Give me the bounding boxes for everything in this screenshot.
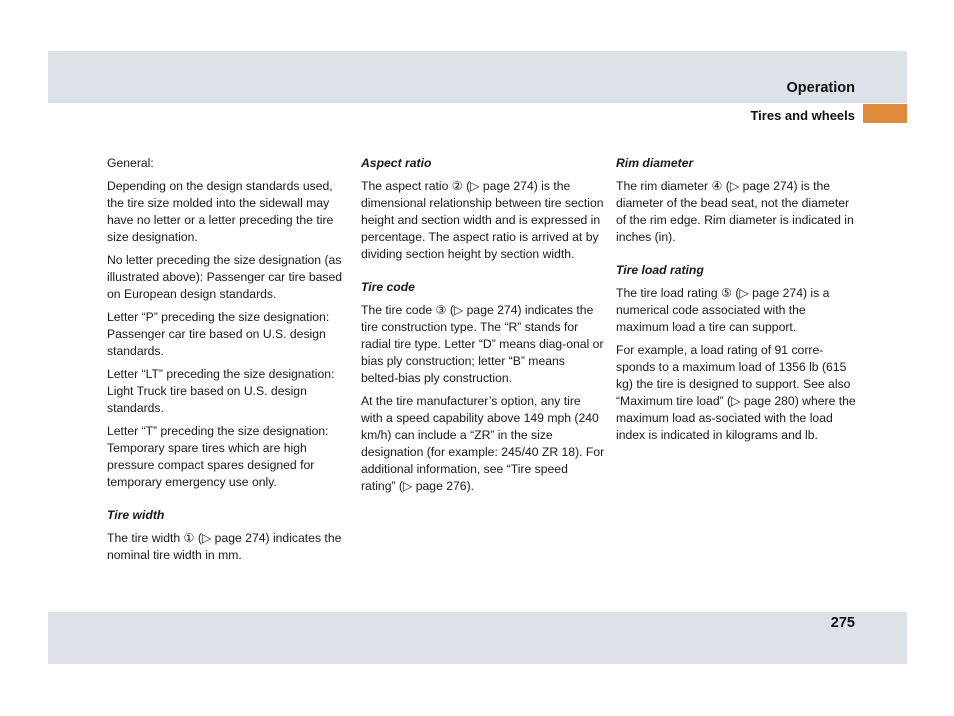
paragraph-tire-width: The tire width ① (▷ page 274) indicates the nominal tire width in mm.	[107, 531, 342, 562]
paragraph-speed-capability: At the tire manufacturer’s option, any tire with a speed capability above 149 mph (240 km/h) can include a “ZR” in the size designation (for example: 245/40 ZR 18). For additional information, see “Tire speed rating” (▷ page 276).	[361, 394, 605, 493]
paragraph-load-example: For example, a load rating of 91 corre-sponds to a maximum load of 1356 lb (615 kg) the tire is designed to support. See also “Maximum tire load” (▷ page 280) where the maximum load as-sociated with the load index is indicated in kilograms and lb.	[616, 343, 856, 442]
heading-tire-load-rating: Tire load rating	[616, 263, 704, 277]
paragraph-letter-lt: Letter “LT” preceding the size designation: Light Truck tire based on U.S. design standards.	[107, 367, 335, 415]
section-tab-marker	[863, 104, 907, 123]
footer-band	[48, 612, 907, 664]
paragraph-general: General:	[107, 156, 154, 170]
heading-aspect-ratio: Aspect ratio	[361, 156, 432, 170]
heading-rim-diameter: Rim diameter	[616, 156, 694, 170]
column-1	[107, 155, 351, 570]
paragraph-tire-code: The tire code ③ (▷ page 274) indicates the tire construction type. The “R” stands for radial tire type. Letter “D” means diag-onal or bias ply construction; letter “B” means belted-bias ply construction.	[361, 303, 604, 385]
paragraph-letter-p: Letter “P” preceding the size designation: Passenger car tire based on U.S. design standards.	[107, 310, 330, 358]
paragraph-tire-load-rating: The tire load rating ⑤ (▷ page 274) is a numerical code associated with the maximum load a tire can support.	[616, 286, 830, 334]
paragraph-rim-diameter: The rim diameter ④ (▷ page 274) is the diameter of the bead seat, not the diameter of the rim edge. Rim diameter is indicated in inches (in).	[616, 179, 854, 244]
page-number: 275	[830, 615, 855, 631]
paragraph-design-standards: Depending on the design standards used, the tire size molded into the sidewall may have no letter or a letter preceding the tire size designation.	[107, 179, 334, 244]
column-2	[361, 155, 605, 501]
paragraph-no-letter: No letter preceding the size designation (as illustrated above): Passenger car tire based on European design standards.	[107, 253, 343, 301]
heading-tire-code: Tire code	[361, 280, 415, 294]
paragraph-letter-t: Letter “T” preceding the size designation: Temporary spare tires which are high pressure compact spares designed for temporary emergency use only.	[107, 424, 329, 489]
heading-tire-width: Tire width	[107, 508, 165, 522]
subsection-title: Tires and wheels	[750, 108, 855, 123]
paragraph-aspect-ratio: The aspect ratio ② (▷ page 274) is the dimensional relationship between tire section height and section width and is expressed in percentage. The aspect ratio is arrived at by dividing section height by section width.	[361, 179, 604, 261]
section-title: Operation	[786, 80, 855, 96]
column-3	[616, 155, 860, 450]
header-band	[48, 51, 907, 103]
